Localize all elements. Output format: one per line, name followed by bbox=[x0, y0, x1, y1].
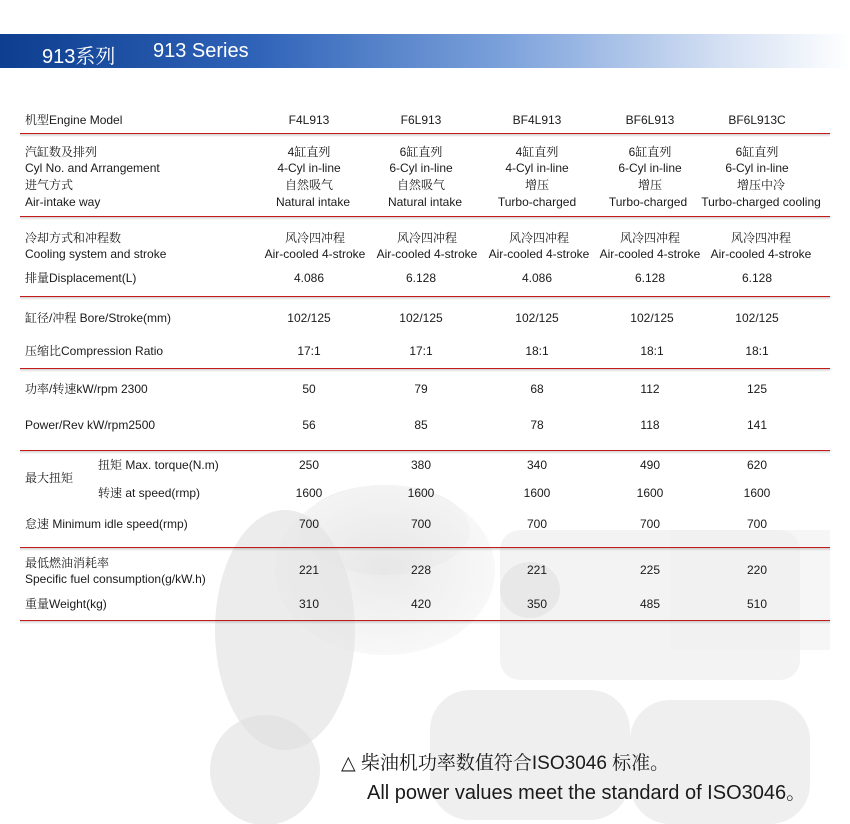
row-divider bbox=[20, 620, 830, 621]
table-cell: Air-cooled 4-stroke bbox=[376, 247, 478, 261]
row-divider bbox=[20, 368, 830, 369]
table-cell: 221 bbox=[298, 563, 320, 577]
power2500-label: Power/Rev kW/rpm2500 bbox=[25, 418, 156, 432]
table-cell: Natural intake bbox=[387, 195, 463, 209]
table-cell: 18:1 bbox=[745, 344, 769, 358]
table-cell: 420 bbox=[410, 597, 432, 611]
table-cell: 700 bbox=[298, 517, 320, 531]
table-cell: 220 bbox=[746, 563, 768, 577]
displacement-label: 排量Displacement(L) bbox=[25, 271, 137, 285]
table-cell: 4.086 bbox=[293, 271, 325, 285]
cooling-label-en: Cooling system and stroke bbox=[25, 247, 167, 261]
table-cell: 221 bbox=[526, 563, 548, 577]
table-cell: Turbo-charged bbox=[608, 195, 688, 209]
series-title-cn: 913系列 bbox=[42, 46, 116, 68]
table-cell: 风冷四冲程 bbox=[730, 231, 791, 245]
table-cell: 17:1 bbox=[409, 344, 433, 358]
table-cell: Natural intake bbox=[275, 195, 351, 209]
table-cell: 50 bbox=[302, 382, 316, 396]
table-cell: 6-Cyl in-line bbox=[618, 161, 682, 175]
table-cell: 228 bbox=[410, 563, 432, 577]
table-cell: 风冷四冲程 bbox=[619, 231, 680, 245]
table-cell: 1600 bbox=[523, 486, 551, 500]
table-cell: 18:1 bbox=[525, 344, 549, 358]
table-cell: 1600 bbox=[743, 486, 771, 500]
intake-label-en: Air-intake way bbox=[25, 195, 101, 209]
table-cell: 125 bbox=[746, 382, 768, 396]
table-cell: 700 bbox=[526, 517, 548, 531]
table-cell: 6-Cyl in-line bbox=[725, 161, 789, 175]
table-cell: Air-cooled 4-stroke bbox=[710, 247, 812, 261]
table-cell: 102/125 bbox=[515, 311, 559, 325]
compression-label: 压缩比Compression Ratio bbox=[25, 344, 164, 358]
table-cell: Air-cooled 4-stroke bbox=[264, 247, 366, 261]
table-cell: 620 bbox=[746, 458, 768, 472]
column-header: BF6L913 bbox=[625, 113, 675, 127]
table-cell: 自然吸气 bbox=[396, 178, 445, 192]
table-cell: 6缸直列 bbox=[735, 145, 779, 159]
row-divider bbox=[20, 133, 830, 134]
table-cell: 350 bbox=[526, 597, 548, 611]
table-cell: Air-cooled 4-stroke bbox=[488, 247, 590, 261]
table-cell: 6.128 bbox=[405, 271, 437, 285]
bore-label: 缸径/冲程 Bore/Stroke(mm) bbox=[25, 311, 172, 325]
table-cell: 250 bbox=[298, 458, 320, 472]
torque-label: 扭矩 Max. torque(N.m) bbox=[98, 458, 219, 472]
max-torque-group-label: 最大扭矩 bbox=[25, 471, 74, 485]
table-cell: 风冷四冲程 bbox=[284, 231, 345, 245]
table-cell: 6缸直列 bbox=[628, 145, 672, 159]
column-header: F4L913 bbox=[288, 113, 330, 127]
table-cell: 自然吸气 bbox=[284, 178, 333, 192]
fuel-label-en: Specific fuel consumption(g/kW.h) bbox=[25, 572, 206, 586]
table-cell: 增压 bbox=[524, 178, 549, 192]
table-cell: 4.086 bbox=[521, 271, 553, 285]
table-cell: 4-Cyl in-line bbox=[277, 161, 341, 175]
table-cell: 141 bbox=[746, 418, 768, 432]
table-cell: Turbo-charged bbox=[497, 195, 577, 209]
table-cell: 700 bbox=[746, 517, 768, 531]
table-cell: 340 bbox=[526, 458, 548, 472]
table-cell: 79 bbox=[414, 382, 428, 396]
table-cell: 225 bbox=[639, 563, 661, 577]
table-cell: 6-Cyl in-line bbox=[389, 161, 453, 175]
table-cell: 700 bbox=[410, 517, 432, 531]
table-cell: 380 bbox=[410, 458, 432, 472]
row-divider bbox=[20, 296, 830, 297]
table-cell: 风冷四冲程 bbox=[508, 231, 569, 245]
table-cell: 18:1 bbox=[640, 344, 664, 358]
fuel-label-cn: 最低燃油消耗率 bbox=[25, 556, 110, 570]
table-cell: 1600 bbox=[407, 486, 435, 500]
idle-label: 怠速 Minimum idle speed(rmp) bbox=[25, 517, 188, 531]
table-cell: Turbo-charged cooling bbox=[701, 195, 821, 209]
table-cell: 485 bbox=[639, 597, 661, 611]
table-cell: 112 bbox=[640, 382, 660, 396]
table-cell: 增压中冷 bbox=[736, 178, 785, 192]
table-cell: Air-cooled 4-stroke bbox=[599, 247, 701, 261]
table-cell: 700 bbox=[639, 517, 661, 531]
column-header: BF6L913C bbox=[728, 113, 786, 127]
engine-model-label: 机型Engine Model bbox=[25, 113, 123, 127]
column-header: BF4L913 bbox=[512, 113, 562, 127]
table-cell: 增压 bbox=[637, 178, 662, 192]
row-divider bbox=[20, 216, 830, 217]
table-cell: 490 bbox=[639, 458, 661, 472]
table-cell: 102/125 bbox=[287, 311, 331, 325]
table-cell: 风冷四冲程 bbox=[396, 231, 457, 245]
table-cell: 17:1 bbox=[297, 344, 321, 358]
table-cell: 1600 bbox=[636, 486, 664, 500]
table-cell: 102/125 bbox=[735, 311, 779, 325]
speed-label: 转速 at speed(rmp) bbox=[98, 486, 201, 500]
row-divider bbox=[20, 547, 830, 548]
cooling-label-cn: 冷却方式和冲程数 bbox=[25, 231, 122, 245]
table-cell: 118 bbox=[640, 418, 660, 432]
series-title-en: 913 Series bbox=[153, 40, 249, 62]
table-cell: 56 bbox=[302, 418, 316, 432]
standard-note-en: All power values meet the standard of ISO3046。 bbox=[367, 782, 807, 804]
cyl-label-cn: 汽缸数及排列 bbox=[25, 145, 98, 159]
table-cell: 4缸直列 bbox=[515, 145, 559, 159]
intake-label-cn: 进气方式 bbox=[25, 178, 74, 192]
table-cell: 78 bbox=[530, 418, 544, 432]
table-cell: 102/125 bbox=[399, 311, 443, 325]
table-cell: 6缸直列 bbox=[399, 145, 443, 159]
table-cell: 68 bbox=[530, 382, 544, 396]
table-cell: 1600 bbox=[295, 486, 323, 500]
column-header: F6L913 bbox=[400, 113, 442, 127]
cyl-label-en: Cyl No. and Arrangement bbox=[25, 161, 160, 175]
table-cell: 6.128 bbox=[741, 271, 773, 285]
table-cell: 6.128 bbox=[634, 271, 666, 285]
table-cell: 85 bbox=[414, 418, 428, 432]
table-cell: 310 bbox=[298, 597, 320, 611]
table-cell: 102/125 bbox=[630, 311, 674, 325]
table-cell: 4-Cyl in-line bbox=[505, 161, 569, 175]
weight-label: 重量Weight(kg) bbox=[25, 597, 107, 611]
table-cell: 510 bbox=[746, 597, 768, 611]
power2300-label: 功率/转速kW/rpm 2300 bbox=[25, 382, 148, 396]
table-cell: 4缸直列 bbox=[287, 145, 331, 159]
standard-note-cn: △ 柴油机功率数值符合ISO3046 标准。 bbox=[341, 753, 670, 774]
row-divider bbox=[20, 450, 830, 451]
